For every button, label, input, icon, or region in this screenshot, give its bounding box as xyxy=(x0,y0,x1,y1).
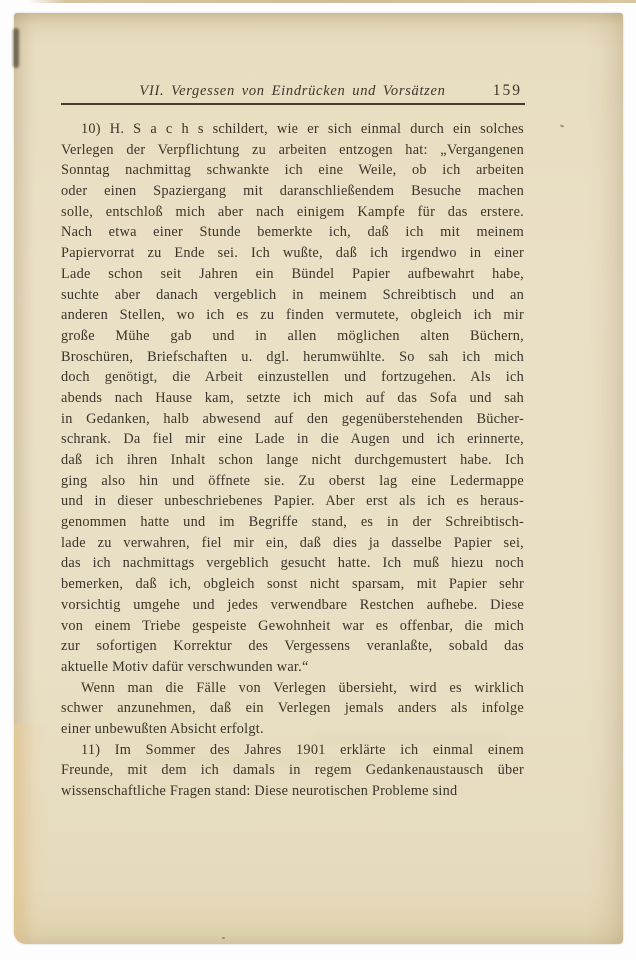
text-line: doch genötigt, die Arbeit einzustellen und fortzugehen. Als ich xyxy=(61,369,524,386)
paragraph xyxy=(61,678,524,740)
text-line: wissenschaftliche Fragen stand: Diese neurotischen Probleme sind xyxy=(61,783,458,799)
text-line: 11) Im Sommer des Jahres 1901 erklärte ich einmal einem xyxy=(81,741,524,758)
text-line: Sonntag nachmittag schwankte ich eine Weile, ob ich arbeiten xyxy=(61,162,524,179)
text-line: in Gedanken, halb abwesend auf den gegenüberstehenden Bücher- xyxy=(61,410,524,427)
scan-speck xyxy=(560,124,564,127)
text-line: Wenn man die Fälle von Verlegen übersieht, wird es wirklich xyxy=(81,679,524,696)
text-line: Broschüren, Briefschaften u. dgl. herumwühlte. So sah ich mich xyxy=(61,348,524,365)
text-line: Verlegen der Verpflichtung zu arbeiten entzogen hat: „Vergangenen xyxy=(61,141,524,158)
text-line: anderen Stellen, wo ich es zu finden vermutete, obgleich ich mir xyxy=(61,307,524,324)
text-line: vorsichtig umgehe und jedes verwendbare Restchen aufhebe. Diese xyxy=(61,596,524,613)
page-number: 159 xyxy=(492,82,522,99)
running-header xyxy=(61,83,524,105)
paragraph xyxy=(61,119,524,678)
scan-speck xyxy=(222,937,225,939)
text-line: abends nach Hause kam, setzte ich mich auf das Sofa und sah xyxy=(61,389,524,406)
page-body-text xyxy=(61,119,524,802)
text-line: Freunde, mit dem ich damals in regem Gedankenaustausch über xyxy=(61,762,524,779)
text-line: Nach etwa einer Stunde bemerkte ich, daß ich mit meinem xyxy=(61,224,524,241)
text-line: oder einen Spaziergang mit daranschließendem Besuche machen xyxy=(61,183,524,200)
text-line: Papiervorrat zu Ende sei. Ich wußte, daß ich irgendwo in einer xyxy=(61,245,524,262)
text-line: ging also hin und öffnete sie. Zu oberst lag eine Ledermappe xyxy=(61,472,524,489)
text-line: große Mühe gab und in allen möglichen alten Büchern, xyxy=(61,327,524,344)
text-line: zur sofortigen Korrektur des Vergessens veranlaßte, sobald das xyxy=(61,638,524,655)
text-line: suchte aber danach vergeblich in meinem Schreibtisch und an xyxy=(61,286,524,303)
text-line: daß ich ihren Inhalt schon lange nicht durchgemustert habe. Ich xyxy=(61,452,524,468)
chapter-title: VII. Vergessen von Eindrücken und Vorsätzen xyxy=(139,83,446,99)
scanned-book-page xyxy=(14,13,623,944)
text-line: 10) H. S a c h s schildert, wie er sich einmal durch ein solches xyxy=(81,121,524,137)
header-rule xyxy=(61,103,525,105)
text-line: lade zu verwahren, fiel mir ein, daß dies ja dasselbe Papier sei, xyxy=(61,534,524,551)
scan-artifact xyxy=(13,28,19,68)
text-line: schwer anzunehmen, daß ein Verlegen jemals anders als infolge xyxy=(61,700,524,717)
adjacent-page-edge xyxy=(28,0,636,3)
text-line: genommen hatte und im Begriffe stand, es in der Schreibtisch- xyxy=(61,514,524,531)
text-line: solle, entschloß mich aber nach einigem Kampfe für das erstere. xyxy=(61,203,524,220)
text-line: von einem Triebe gespeiste Gewohnheit war es offenbar, die mich xyxy=(61,617,524,634)
text-line: einer unbewußten Absicht erfolgt. xyxy=(61,720,264,737)
text-line: aktuelle Motiv dafür verschwunden war.“ xyxy=(61,658,309,675)
text-line: Lade schon seit Jahren ein Bündel Papier aufbewahrt habe, xyxy=(61,265,524,282)
text-line: das ich nachmittags vergeblich gesucht hatte. Ich muß hiezu noch xyxy=(61,555,524,572)
text-line: schrank. Da fiel mir eine Lade in die Augen und ich erinnerte, xyxy=(61,431,524,448)
paragraph xyxy=(61,740,524,802)
text-line: bemerken, daß ich, obgleich sonst nicht sparsam, mit Papier sehr xyxy=(61,576,524,593)
text-line: und in dieser unbeschriebenes Papier. Aber erst als ich es heraus- xyxy=(61,493,524,510)
